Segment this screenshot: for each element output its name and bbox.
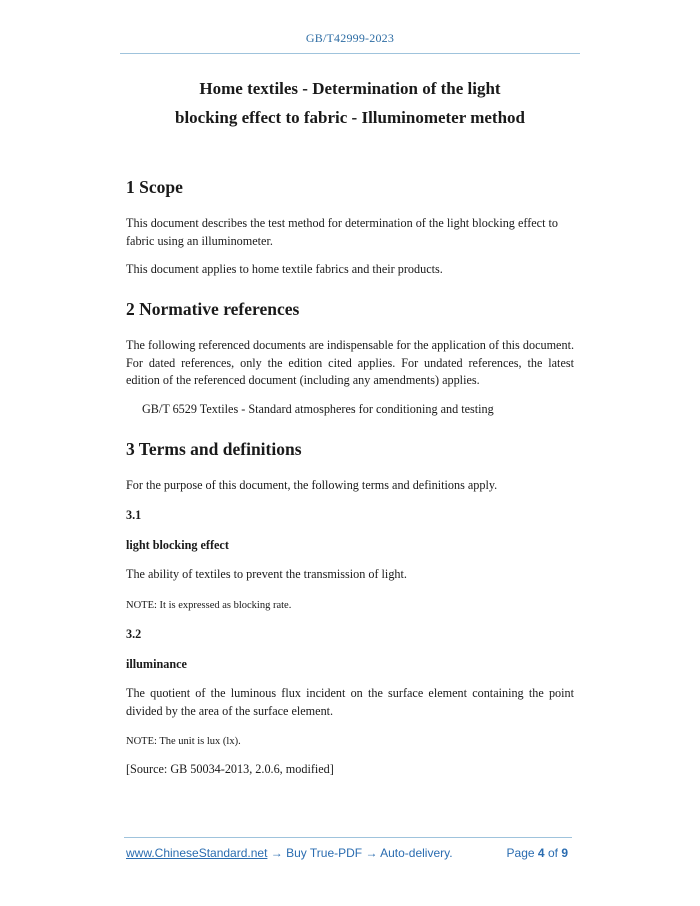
normative-reference-item: GB/T 6529 Textiles - Standard atmospheres for conditioning and testing xyxy=(142,402,494,416)
footer-site-link[interactable]: www.ChineseStandard.net xyxy=(126,846,268,860)
section-heading-normative-references: 2 Normative references xyxy=(126,299,300,319)
normative-paragraph: The following referenced documents are indispensable for the application of this document. For dated references, only the edition cited applies. For undated references, the latest edition of the referenced document (including any amendments) applies. xyxy=(126,338,574,387)
document-title xyxy=(100,74,600,132)
term-number-3-1: 3.1 xyxy=(126,508,142,522)
scope-paragraph-1: This document describes the test method for determination of the light blocking effect to fabric using an illuminometer. xyxy=(126,216,558,248)
section-heading-scope: 1 Scope xyxy=(126,177,183,197)
standard-code-header: GB/T42999-2023 xyxy=(305,31,395,45)
scope-paragraph-2: This document applies to home textile fabrics and their products. xyxy=(126,262,443,276)
footer-promo-text: → Buy True-PDF → Auto-delivery. xyxy=(267,846,453,860)
term-number-3-2: 3.2 xyxy=(126,627,142,641)
document-title-line-1: Home textiles - Determination of the light xyxy=(199,79,501,98)
footer-purchase-link[interactable] xyxy=(126,846,453,860)
term-note-illuminance: NOTE: The unit is lux (lx). xyxy=(126,736,241,747)
section-heading-terms-definitions: 3 Terms and definitions xyxy=(126,439,302,459)
page-label: Page xyxy=(506,846,535,860)
footer-divider xyxy=(124,837,572,838)
term-definition-illuminance: The quotient of the luminous flux incident on the surface element containing the point divided by the area of the surface element. xyxy=(126,686,574,718)
term-name-light-blocking-effect: light blocking effect xyxy=(126,538,229,552)
term-source-illuminance: [Source: GB 50034-2013, 2.0.6, modified] xyxy=(126,762,334,776)
page-of-label: of xyxy=(547,846,558,860)
page-indicator xyxy=(507,846,568,860)
term-note-light-blocking-effect: NOTE: It is expressed as blocking rate. xyxy=(126,600,292,611)
page-current-number: 4 xyxy=(537,846,545,860)
header-divider xyxy=(120,53,580,54)
term-name-illuminance: illuminance xyxy=(126,657,187,671)
page-footer xyxy=(126,846,572,862)
page-total-number: 9 xyxy=(561,846,568,860)
terms-intro-paragraph: For the purpose of this document, the following terms and definitions apply. xyxy=(126,478,498,492)
document-title-line-2: blocking effect to fabric - Illuminometer method xyxy=(174,108,525,127)
term-definition-light-blocking-effect: The ability of textiles to prevent the transmission of light. xyxy=(126,567,407,581)
